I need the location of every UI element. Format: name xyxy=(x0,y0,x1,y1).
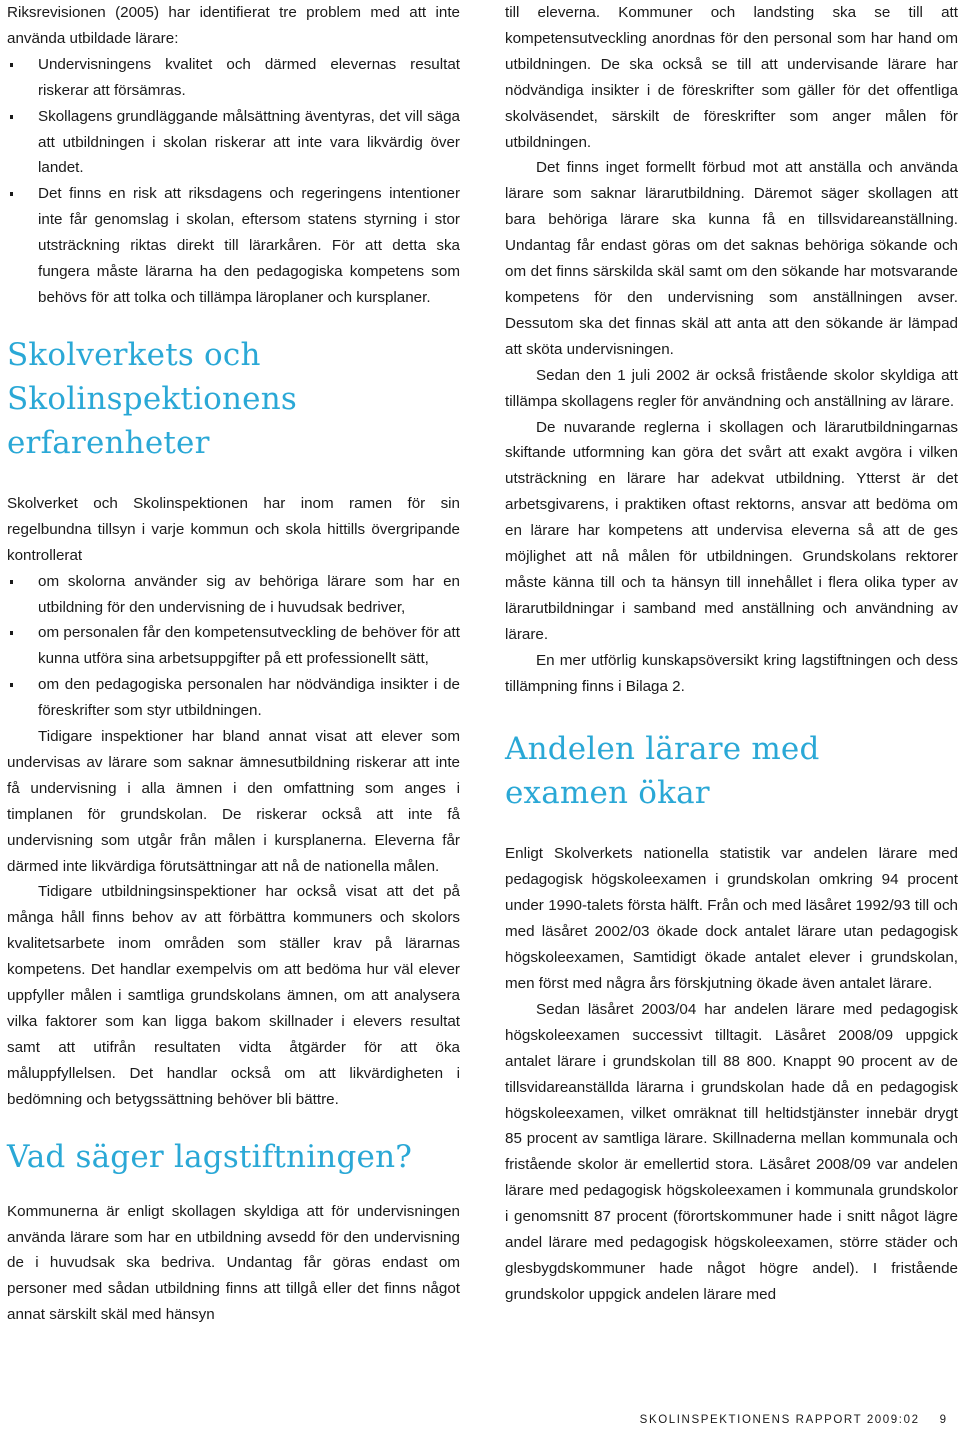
list-item: om personalen får den kompetensutveckling de behöver för att kunna utföra sina arbetsuppgifter på ett professionellt sätt, xyxy=(7,620,460,672)
check-list xyxy=(7,569,460,724)
left-column xyxy=(7,0,460,1328)
body-paragraph: Det finns inget formellt förbud mot att anställa och använda lärare som saknar lärarutbildning. Däremot säger skollagen att bara behöriga lärare ska kunna få en tillsvidareanställning. Undantag får endast göras om det saknas behöriga sökande och om det finns särskilda skäl samt om den sökande har motsvarande kompetens för den undervisning som anställningen avser. Dessutom ska det finnas skäl att anta att den sökande är lämpad att sköta undervisningen. xyxy=(505,159,958,358)
report-title: SKOLINSPEKTIONENS RAPPORT 2009:02 xyxy=(639,1414,920,1426)
intro-paragraph: Riksrevisionen (2005) har identifierat tre problem med att inte använda utbildade lärare: xyxy=(7,4,460,47)
body-paragraph: Sedan läsåret 2003/04 har andelen lärare med pedagogisk högskoleexamen successivt tilltagit. Läsåret 2008/09 uppgick antalet lärare i grundskolan till 88 800. Knappt 90 procent av de tillsvidareanställda lärarna i grundskolan hade då en pedagogisk högskoleexamen, vilket omräknat till heltidstjänster innebär drygt 85 procent av samtliga lärare. Skillnaderna mellan kommunala och fristående skolor är emellertid stora. Läsåret 2008/09 var andelen lärare med pedagogisk högskoleexamen i kommunala grundskolor i genomsnitt 87 procent (förortskommuner hade i snitt något lägre andel lärare med pedagogisk högskoleexamen, större städer och glesbygdskommuner hade något högre andel). I fristående grundskolor uppgick andelen lärare med xyxy=(505,1000,958,1303)
list-item: om skolorna använder sig av behöriga lärare som har en utbildning för den undervisning de i huvudsak bedriver, xyxy=(7,569,460,621)
body-paragraph: En mer utförlig kunskapsöversikt kring lagstiftningen och dess tillämpning finns i Bilaga 2. xyxy=(505,651,958,695)
section-heading: Vad säger lagstiftningen? xyxy=(7,1138,413,1175)
body-paragraph: Sedan den 1 juli 2002 är också fristående skolor skyldiga att tillämpa skollagens regler för användning och anställning av lärare. xyxy=(505,366,958,410)
list-item: Undervisningens kvalitet och därmed elevernas resultat riskerar att försämras. xyxy=(7,52,460,104)
body-paragraph: Skolverket och Skolinspektionen har inom ramen för sin regelbundna tillsyn i varje kommun och skola hittills övergripande kontrollerat xyxy=(7,494,460,564)
list-item: Det finns en risk att riksdagens och regeringens intentioner inte får genomslag i skolan, eftersom statens styrning i stor utsträckning riktas direkt till lärarkåren. För att detta ska fungera måste lärarna ha den pedagogiska kompetens som behövs för att tolka och tillämpa läroplaner och kursplaner. xyxy=(7,181,460,311)
problem-list xyxy=(7,52,460,311)
list-item: om den pedagogiska personalen har nödvändiga insikter i de föreskrifter som styr utbildningen. xyxy=(7,672,460,724)
page-number: 9 xyxy=(939,1414,946,1426)
body-paragraph: Tidigare inspektioner har bland annat visat att elever som undervisas av lärare som saknar ämnesutbildning riskerar att inte få undervisning i alla ämnen i den omfattning som anges i timplanen för grundskolan. De riskerar också att inte få undervisning som utgår från målen i kursplanerna. Eleverna får därmed inte likvärdiga förutsättningar att nå de nationella målen. xyxy=(7,728,460,875)
section-heading: Skolverkets och Skolinspektionens erfarenheter xyxy=(7,336,297,461)
right-column xyxy=(505,0,958,1308)
body-paragraph: Enligt Skolverkets nationella statistik var andelen lärare med pedagogisk högskoleexamen i grundskolan omkring 94 procent under 1990-talets första hälft. Från och med läsåret 1992/93 till och med läsåret 2002/03 ökade dock antalet lärare utan pedagogisk högskoleexamen, Samtidigt ökade antalet elever i grundskolan, men först med några års förskjutning ökade även antalet lärare. xyxy=(505,845,958,992)
body-paragraph: De nuvarande reglerna i skollagen och lärarutbildningarnas skiftande utformning kan göra det svårt att exakt avgöra i vilken utsträckning en lärare har adekvat utbildning. Ytterst är det arbetsgivarens, i praktiken oftast rektorns, ansvar att bedöma om en lärare har kompetens att undervisa eleverna så att de ges möjlighet att nå målen för utbildningen. Grundskolans rektorer måste känna till och ta hänsyn till innehållet i flera olika typer av lärarutbildningar i samband med anställning och användning av lärare. xyxy=(505,418,958,643)
body-paragraph: Tidigare utbildningsinspektioner har också visat att det på många håll finns behov av att förbättra kommuners och skolors kvalitetsarbete inom områden som ställer krav på lärarnas kompetens. Det handlar exempelvis om att bedöma hur väl elever uppfyller målen i samtliga grundskolans ämnen, om att analysera vilka faktorer som kan ligga bakom skillnader i elevers resultat samt att utifrån resultaten vidta åtgärder för att öka måluppfyllelsen. Det handlar också om att likvärdigheten i bedömning och betygssättning behöver bli bättre. xyxy=(7,883,460,1108)
section-heading: Andelen lärare med examen ökar xyxy=(505,731,820,812)
page-footer xyxy=(640,1414,946,1426)
list-item: Skollagens grundläggande målsättning äventyras, det vill säga att utbildningen i skolan riskerar att inte vara likvärdig över landet. xyxy=(7,104,460,182)
body-paragraph: till eleverna. Kommuner och landsting ska se till att kompetensutveckling anordnas för den personal som har hand om utbildningen. De ska också se till att undervisande lärare har nödvändiga insikter i de föreskrifter som gäller för det offentliga skolväsendet, särskilt de föreskrifter som anger målen för utbildningen. xyxy=(505,4,958,151)
body-paragraph: Kommunerna är enligt skollagen skyldiga att för undervisningen använda lärare som har en utbildning avsedd för den undervisning de i huvudsak ska bedriva. Undantag får göras endast om personer med sådan utbildning finns att tillgå eller det finns något annat särskilt skäl med hänsyn xyxy=(7,1202,460,1324)
